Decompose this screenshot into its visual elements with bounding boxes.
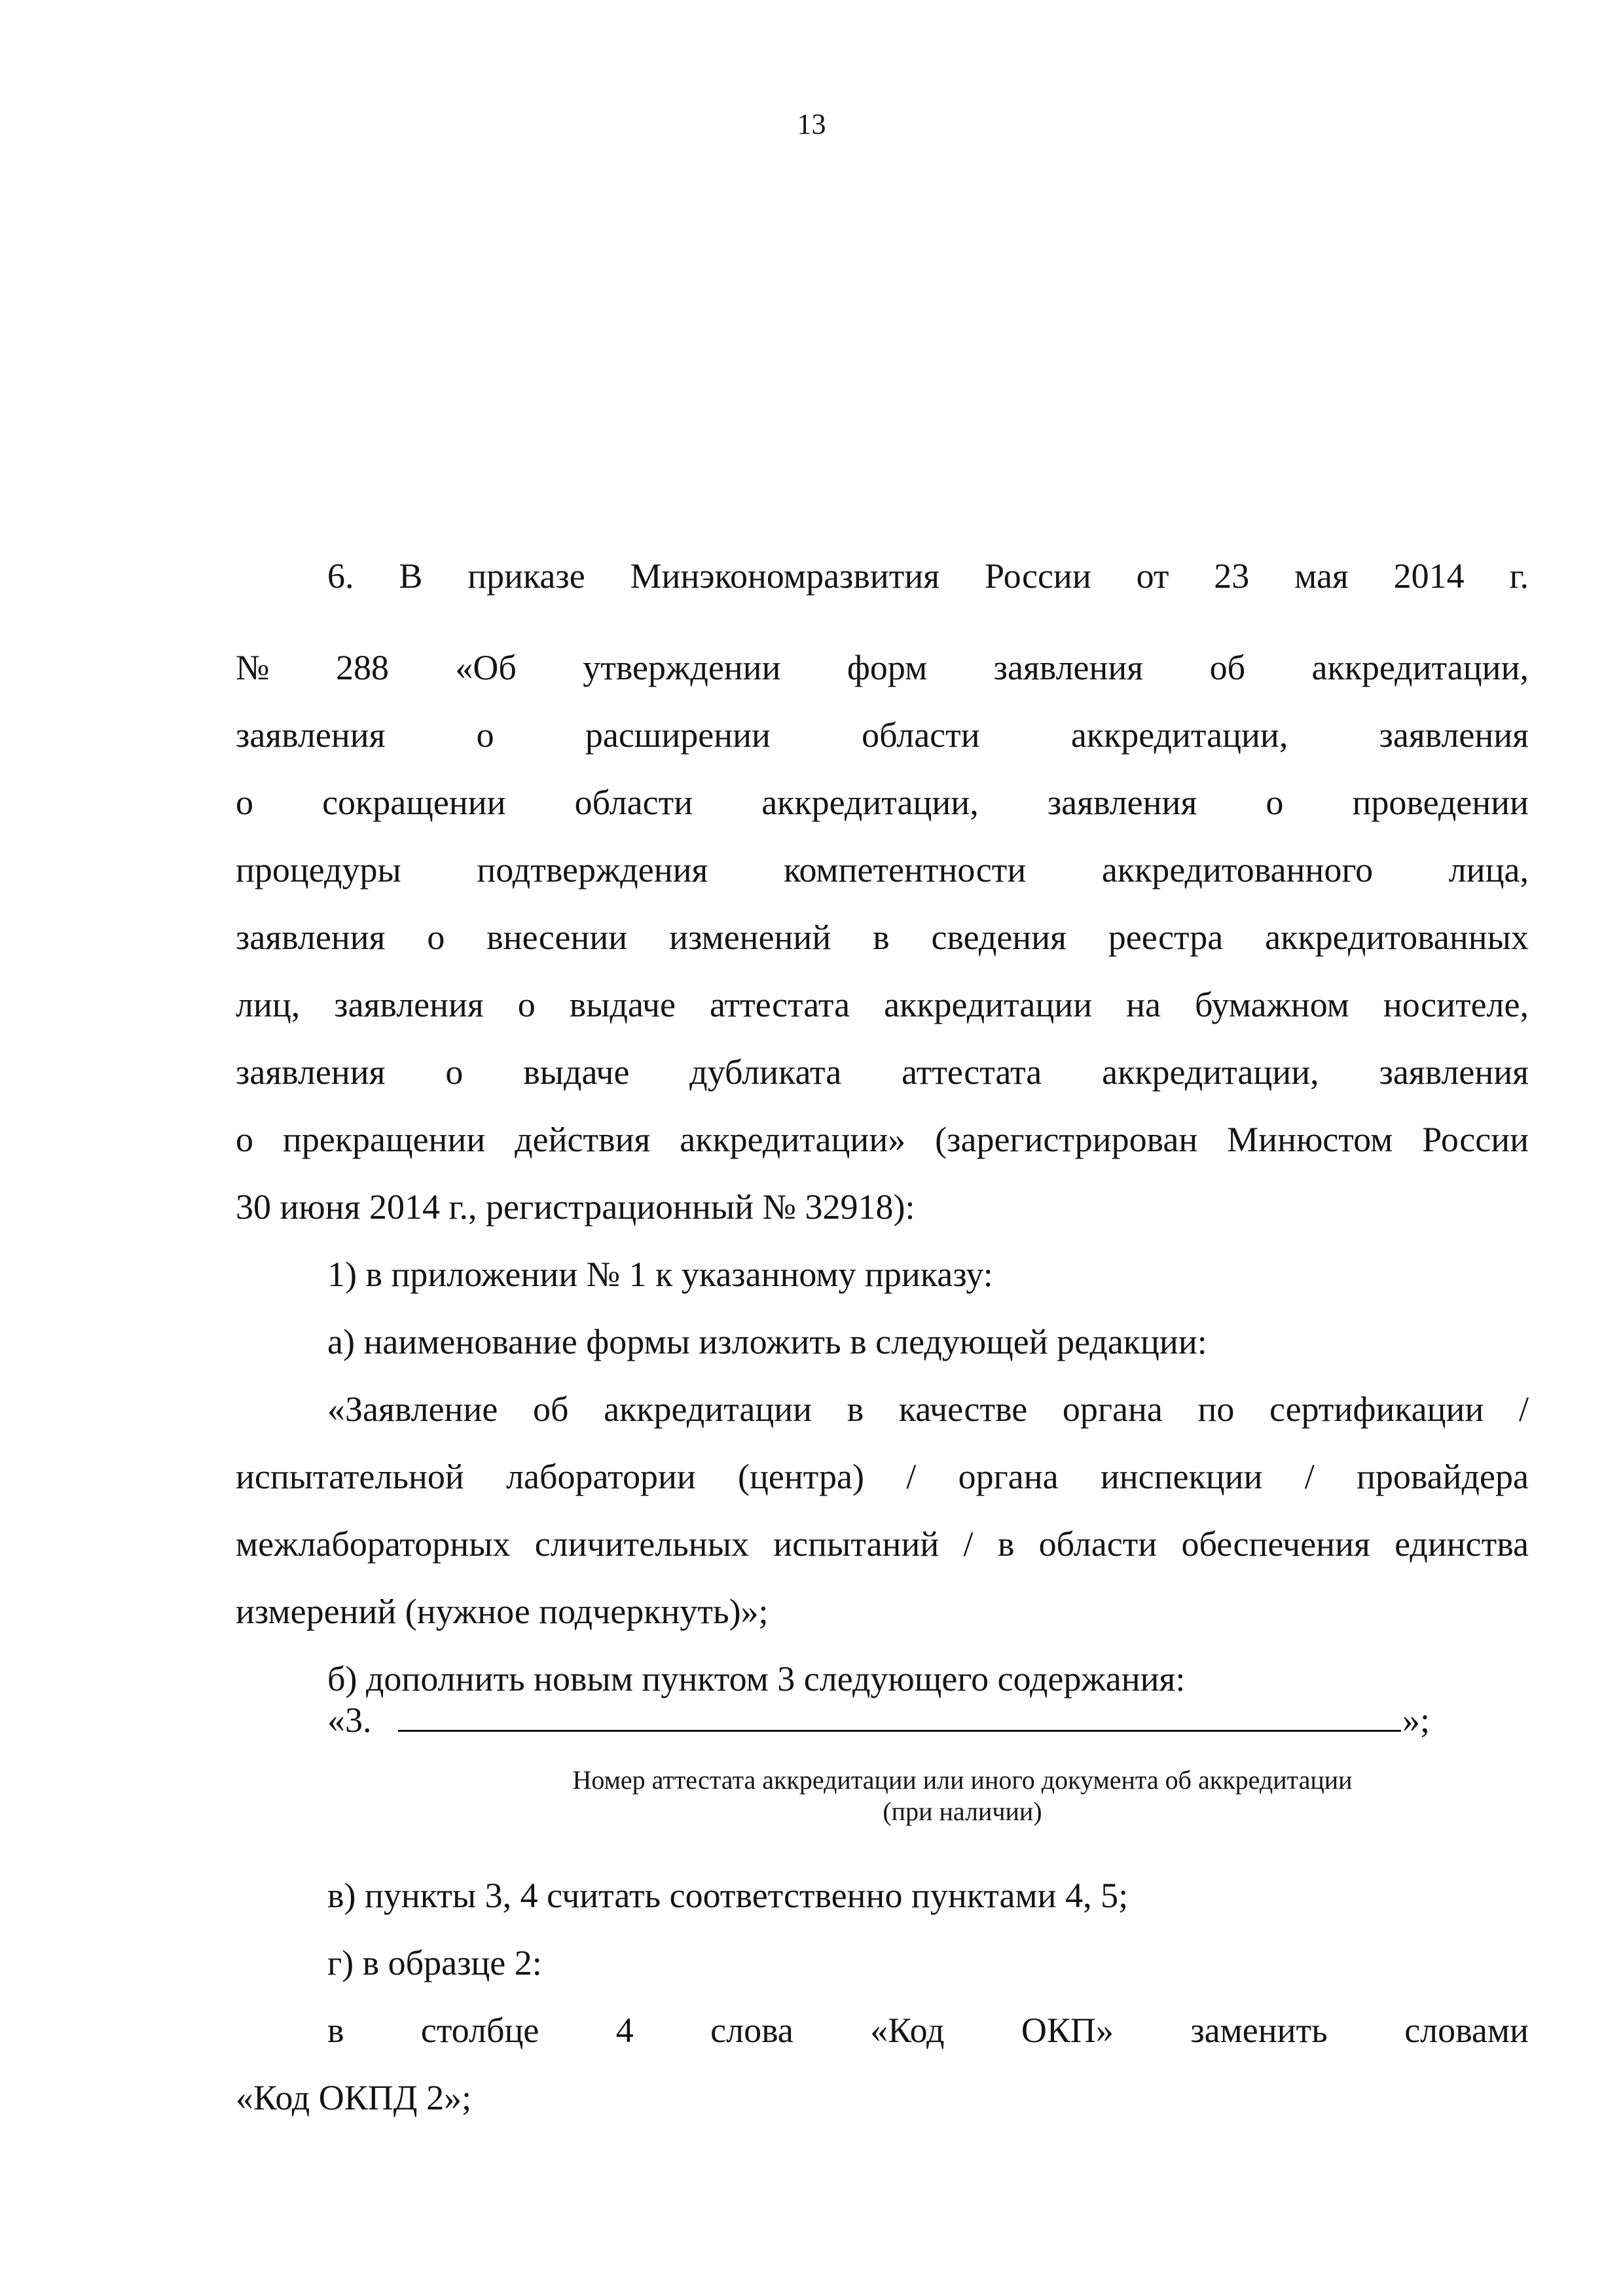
word: приказе bbox=[467, 556, 585, 596]
paragraph-6-line-10: 30 июня 2014 г., регистрационный № 32918): bbox=[236, 1187, 915, 1227]
word: / bbox=[1518, 1390, 1529, 1429]
word: России bbox=[1422, 1120, 1529, 1159]
word: аттестата bbox=[709, 985, 850, 1024]
item-1: 1) в приложении № 1 к указанному приказу: bbox=[327, 1255, 993, 1294]
point-3-suffix: »; bbox=[1402, 1700, 1431, 1740]
word: испытательной bbox=[236, 1457, 464, 1496]
word: о bbox=[236, 1120, 253, 1159]
paragraph-6-line-2 bbox=[236, 641, 1529, 694]
word: аккредитации, bbox=[761, 783, 979, 822]
paragraph-6-line-6 bbox=[236, 911, 1529, 963]
word: аккредитации, bbox=[1102, 1052, 1319, 1092]
page-number: 13 bbox=[797, 108, 826, 140]
word: проведении bbox=[1352, 783, 1529, 822]
word: заявления bbox=[334, 985, 484, 1024]
word: аттестата bbox=[902, 1052, 1042, 1092]
word: изменений bbox=[669, 918, 831, 957]
word: заявления bbox=[236, 1052, 386, 1092]
word: заявления bbox=[236, 715, 386, 755]
word: в bbox=[327, 2011, 344, 2050]
word: бумажном bbox=[1195, 985, 1349, 1024]
word: межлабораторных bbox=[236, 1524, 511, 1564]
word: органа bbox=[1062, 1390, 1163, 1429]
word: провайдера bbox=[1356, 1457, 1529, 1496]
item-a: а) наименование формы изложить в следующей редакции: bbox=[327, 1322, 1207, 1361]
word: 23 bbox=[1214, 556, 1250, 596]
paragraph-6-line-4 bbox=[236, 776, 1529, 829]
word: ОКП» bbox=[1021, 2011, 1114, 2050]
word: Минюстом bbox=[1227, 1120, 1393, 1159]
word: заменить bbox=[1190, 2011, 1328, 2050]
word: области bbox=[862, 715, 980, 755]
word: аккредитации, bbox=[1070, 715, 1288, 755]
word: качестве bbox=[898, 1390, 1028, 1429]
paragraph-6-line-8 bbox=[236, 1046, 1529, 1098]
paragraph-6-line-5 bbox=[236, 844, 1529, 896]
word: 2014 bbox=[1393, 556, 1465, 596]
word: о bbox=[1266, 783, 1284, 822]
word: России bbox=[984, 556, 1091, 596]
word: от bbox=[1136, 556, 1169, 596]
word: сертификации bbox=[1269, 1390, 1484, 1429]
word: / bbox=[963, 1524, 974, 1564]
point-3-prefix: «3. bbox=[327, 1700, 372, 1740]
point-3-caption-line-1: Номер аттестата аккредитации или иного документа об аккредитации bbox=[572, 1765, 1353, 1795]
word: инспекции bbox=[1100, 1457, 1263, 1496]
word: «Заявление bbox=[327, 1390, 498, 1429]
word: носителе, bbox=[1383, 985, 1529, 1024]
word: прекращении bbox=[282, 1120, 486, 1159]
word: «Об bbox=[455, 648, 517, 687]
word: внесении bbox=[486, 918, 628, 957]
word: аккредитованных bbox=[1265, 918, 1529, 957]
word: действия bbox=[515, 1120, 651, 1159]
word: об bbox=[1209, 648, 1246, 687]
form-name-line-3 bbox=[236, 1518, 1529, 1570]
word: сведения bbox=[931, 918, 1067, 957]
word: заявления bbox=[1379, 1052, 1529, 1092]
word: по bbox=[1197, 1390, 1235, 1429]
word: форм bbox=[847, 648, 928, 687]
form-name-line-2 bbox=[236, 1450, 1529, 1503]
word: в bbox=[997, 1524, 1015, 1564]
word: / bbox=[1304, 1457, 1315, 1496]
word: (зарегистрирован bbox=[935, 1120, 1198, 1159]
word: о bbox=[517, 985, 536, 1024]
word: заявления bbox=[1047, 783, 1197, 822]
word: аккредитации bbox=[604, 1390, 812, 1429]
point-3-blank-line bbox=[398, 1730, 1401, 1732]
word: единства bbox=[1395, 1524, 1529, 1564]
word: об bbox=[532, 1390, 569, 1429]
item-g: г) в образце 2: bbox=[327, 1943, 542, 1982]
word: выдаче bbox=[569, 985, 676, 1024]
word: 6. bbox=[327, 556, 354, 596]
word: аккредитованного bbox=[1101, 850, 1374, 889]
word: аккредитации» bbox=[680, 1120, 906, 1159]
word: Минэкономразвития bbox=[630, 556, 940, 596]
word: заявления bbox=[993, 648, 1144, 687]
item-v: в) пункты 3, 4 считать соответственно пунктами 4, 5; bbox=[327, 1876, 1129, 1915]
word: словами bbox=[1404, 2011, 1529, 2050]
word: лиц, bbox=[236, 985, 301, 1024]
word: расширении bbox=[585, 715, 771, 755]
word: о bbox=[476, 715, 494, 755]
word: о bbox=[445, 1052, 464, 1092]
word: органа bbox=[958, 1457, 1059, 1496]
word: лица, bbox=[1448, 850, 1529, 889]
word: «Код bbox=[870, 2011, 945, 2050]
form-name-line-4: измерений (нужное подчеркнуть)»; bbox=[236, 1592, 769, 1631]
word: в bbox=[873, 918, 890, 957]
word: процедуры bbox=[236, 850, 401, 889]
paragraph-6-line-7 bbox=[236, 978, 1529, 1031]
word: аккредитации, bbox=[1311, 648, 1529, 687]
word: подтверждения bbox=[477, 850, 708, 889]
word: выдаче bbox=[523, 1052, 630, 1092]
word: испытаний bbox=[773, 1524, 939, 1564]
column-4-line-1 bbox=[327, 2004, 1529, 2056]
column-4-line-2: «Код ОКПД 2»; bbox=[236, 2078, 472, 2117]
word: обеспечения bbox=[1181, 1524, 1370, 1564]
word: заявления bbox=[1379, 715, 1529, 755]
word: области bbox=[1038, 1524, 1158, 1564]
paragraph-6-line-1 bbox=[327, 550, 1529, 602]
word: дубликата bbox=[689, 1052, 842, 1092]
form-name-line-1 bbox=[327, 1383, 1529, 1435]
word: сокращении bbox=[322, 783, 506, 822]
word: заявления bbox=[236, 918, 386, 957]
word: г. bbox=[1509, 556, 1529, 596]
word: на bbox=[1126, 985, 1161, 1024]
word: В bbox=[399, 556, 423, 596]
word: о bbox=[236, 783, 253, 822]
word: 4 bbox=[615, 2011, 634, 2050]
word: области bbox=[574, 783, 693, 822]
word: 288 bbox=[335, 648, 389, 687]
word: (центра) bbox=[738, 1457, 864, 1496]
word: о bbox=[427, 918, 445, 957]
paragraph-6-line-9 bbox=[236, 1113, 1529, 1166]
word: слова bbox=[710, 2011, 793, 2050]
word: № bbox=[236, 648, 270, 687]
word: сличительных bbox=[534, 1524, 749, 1564]
word: столбце bbox=[420, 2011, 539, 2050]
word: утверждении bbox=[583, 648, 781, 687]
word: лаборатории bbox=[506, 1457, 696, 1496]
word: / bbox=[906, 1457, 917, 1496]
word: компетентности bbox=[783, 850, 1027, 889]
word: мая bbox=[1294, 556, 1349, 596]
item-b: б) дополнить новым пунктом 3 следующего содержания: bbox=[327, 1659, 1186, 1698]
word: аккредитации bbox=[884, 985, 1093, 1024]
paragraph-6-line-3 bbox=[236, 709, 1529, 761]
word: в bbox=[847, 1390, 864, 1429]
point-3-caption-line-2: (при наличии) bbox=[883, 1797, 1042, 1826]
word: реестра bbox=[1108, 918, 1224, 957]
